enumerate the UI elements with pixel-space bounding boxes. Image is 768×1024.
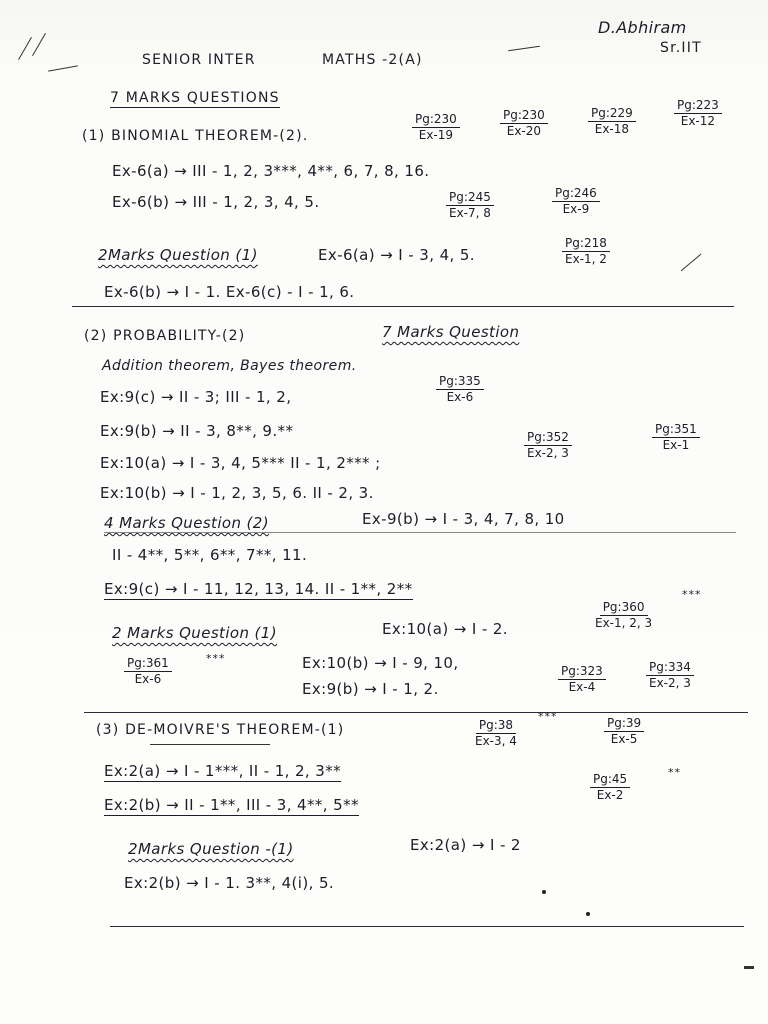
page-ref: $\frac{Pg:351}{Ex-1}$ [652, 422, 700, 453]
note-line: Ex:9(c) → I - 11, 12, 13, 14. II - 1**, 2** [104, 580, 413, 598]
strike-line [104, 532, 736, 533]
section-divider [110, 926, 744, 927]
note-line: Ex-6(b) → I - 1. Ex-6(c) - I - 1, 6. [104, 283, 355, 301]
seven-marks-subheading: 7 MARKS QUESTIONS [110, 90, 280, 106]
page-ref: $\frac{Pg:230}{Ex-20}$ [500, 108, 548, 139]
note-line: Ex-6(a) → I - 3, 4, 5. [318, 246, 475, 264]
note-line: Ex:10(b) → I - 9, 10, [302, 654, 459, 672]
page-ref: $\frac{Pg:230}{Ex-19}$ [412, 112, 460, 143]
ink-dot [586, 912, 590, 916]
four-marks-label: 4 Marks Question (2) [104, 514, 269, 532]
note-line: Ex:10(b) → I - 1, 2, 3, 5, 6. II - 2, 3. [100, 484, 374, 502]
two-marks-label: 2 Marks Question (1) [112, 624, 277, 642]
note-line: Ex:9(b) → II - 3, 8**, 9.** [100, 422, 294, 440]
note-line: Ex:2(b) → II - 1**, III - 3, 4**, 5** [104, 796, 359, 814]
heading-underline [150, 744, 270, 745]
page-ref: $\frac{Pg:229}{Ex-18}$ [588, 106, 636, 137]
note-line: Ex:9(c) → II - 3; III - 1, 2, [100, 388, 292, 406]
page-ref: $\frac{Pg:245}{Ex-7, 8}$ [446, 190, 494, 221]
page-ref: $\frac{Pg:323}{Ex-4}$ [558, 664, 606, 695]
notebook-page: D.Abhiram Sr.IIT SENIOR INTER MATHS -2(A) 7 MARKS QUESTIONS (1) BINOMIAL THEOREM-(2). $\frac{Pg:230}{Ex-19}$ $\frac{Pg:230}{Ex-20}$ $\frac{Pg:229}{Ex-18}$ $\frac{Pg:223}{Ex-12}$ Ex-6(a) → III - 1, 2, 3***, 4**, 6, 7, 8, 16. Ex-6(b) → III - 1, 2, 3, 4, 5. $\frac{Pg:245}{Ex-7, 8}$ $\frac{Pg:246}{Ex-9}$ 2Marks Question (1) Ex-6(a) → I - 3, 4, 5. $\frac{Pg:218}{Ex-1, 2}$ Ex-6(b) → I - 1. Ex-6(c) - I - 1, 6. (2) PROBABILITY-(2) 7 Marks Question Addition theorem, Bayes theorem. Ex:9(c) → II - 3; III - 1, 2, $\frac{Pg:335}{Ex-6}$ Ex:9(b) → II - 3, 8**, 9.** Ex:10(a) → I - 3, 4, 5*** II - 1, 2*** ; $\frac{Pg:352}{Ex-2, 3}$ $\frac{Pg:351}{Ex-1}$ Ex:10(b) → I - 1, 2, 3, 5, 6. II - 2, 3. 4 Marks Question (2) Ex-9(b) → I - 3, 4, 7, 8, 10 II - 4**, 5**, 6**, 7**, 11. Ex:9(c) → I - 11, 12, 13, 14. II - 1**, 2** 2 Marks Question (1) Ex:10(a) → I - 2. $\frac{Pg:360}{Ex-1, 2, 3}$ *** $\frac{Pg:361}{Ex-6}$ *** Ex:10(b) → I - 9, 10, Ex:9(b) → I - 1, 2. $\frac{Pg:323}{Ex-4}$ $\frac{Pg:334}{Ex-2, 3}$ (3) DE-MOIVRE'S THEOREM-(1) $\frac{Pg:38}{Ex-3, 4}$ *** $\frac{Pg:39}{Ex-5}$ Ex:2(a) → I - 1***, II - 1, 2, 3** Ex:2(b) → II - 1**, III - 3, 4**, 5** $\frac{Pg:45}{Ex-2}$ ** 2Marks Question -(1) Ex:2(a) → I - 2 Ex:2(b) → I - 1. 3**, 4(i), 5. [0, 0, 768, 1024]
page-ref: $\frac{Pg:334}{Ex-2, 3}$ [646, 660, 694, 691]
page-ref: $\frac{Pg:45}{Ex-2}$ [590, 772, 630, 803]
title-left: SENIOR INTER [142, 52, 256, 68]
author-class: Sr.IIT [660, 40, 702, 56]
page-ref: $\frac{Pg:38}{Ex-3, 4}$ [475, 718, 517, 748]
note-line: Ex:9(b) → I - 1, 2. [302, 680, 439, 698]
page-ref: $\frac{Pg:352}{Ex-2, 3}$ [524, 430, 572, 461]
topics-line: Addition theorem, Bayes theorem. [102, 358, 357, 374]
note-line: Ex:2(a) → I - 2 [410, 836, 521, 854]
section2-heading: (2) PROBABILITY-(2) [84, 328, 246, 344]
note-line: Ex:10(a) → I - 3, 4, 5*** II - 1, 2*** ; [100, 454, 381, 472]
title-right: MATHS -2(A) [322, 52, 423, 68]
page-ref: $\frac{Pg:360}{Ex-1, 2, 3}$ [595, 600, 653, 630]
page-ref: $\frac{Pg:361}{Ex-6}$ [124, 656, 172, 687]
section1-heading: (1) BINOMIAL THEOREM-(2). [82, 128, 309, 144]
note-line: Ex:10(a) → I - 2. [382, 620, 508, 638]
pen-mark [508, 46, 540, 51]
two-marks-label: 2Marks Question (1) [98, 246, 258, 264]
section-divider [72, 306, 734, 307]
page-ref: $\frac{Pg:246}{Ex-9}$ [552, 186, 600, 217]
pen-mark [32, 33, 46, 56]
seven-marks-label: 7 Marks Question [382, 323, 520, 341]
two-marks-label: 2Marks Question -(1) [128, 840, 294, 858]
note-line: II - 4**, 5**, 6**, 7**, 11. [112, 546, 308, 564]
pen-mark [18, 37, 32, 60]
pen-mark [681, 254, 702, 271]
note-line: Ex-6(b) → III - 1, 2, 3, 4, 5. [112, 193, 320, 211]
ink-dot [542, 890, 546, 894]
note-line: Ex:2(a) → I - 1***, II - 1, 2, 3** [104, 762, 342, 780]
importance-stars: *** [206, 652, 226, 665]
note-line: Ex:2(b) → I - 1. 3**, 4(i), 5. [124, 874, 335, 892]
section-divider [84, 712, 748, 713]
note-line: Ex-9(b) → I - 3, 4, 7, 8, 10 [362, 510, 565, 528]
page-ref: $\frac{Pg:223}{Ex-12}$ [674, 98, 722, 129]
section3-heading: (3) DE-MOIVRE'S THEOREM-(1) [96, 722, 345, 738]
ink-mark [744, 966, 754, 969]
pen-mark [48, 65, 78, 71]
page-ref: $\frac{Pg:335}{Ex-6}$ [436, 374, 484, 405]
note-line: Ex-6(a) → III - 1, 2, 3***, 4**, 6, 7, 8, 16. [112, 162, 430, 180]
page-ref: $\frac{Pg:39}{Ex-5}$ [604, 716, 644, 747]
author-name: D.Abhiram [598, 18, 687, 37]
page-ref: $\frac{Pg:218}{Ex-1, 2}$ [562, 236, 610, 267]
